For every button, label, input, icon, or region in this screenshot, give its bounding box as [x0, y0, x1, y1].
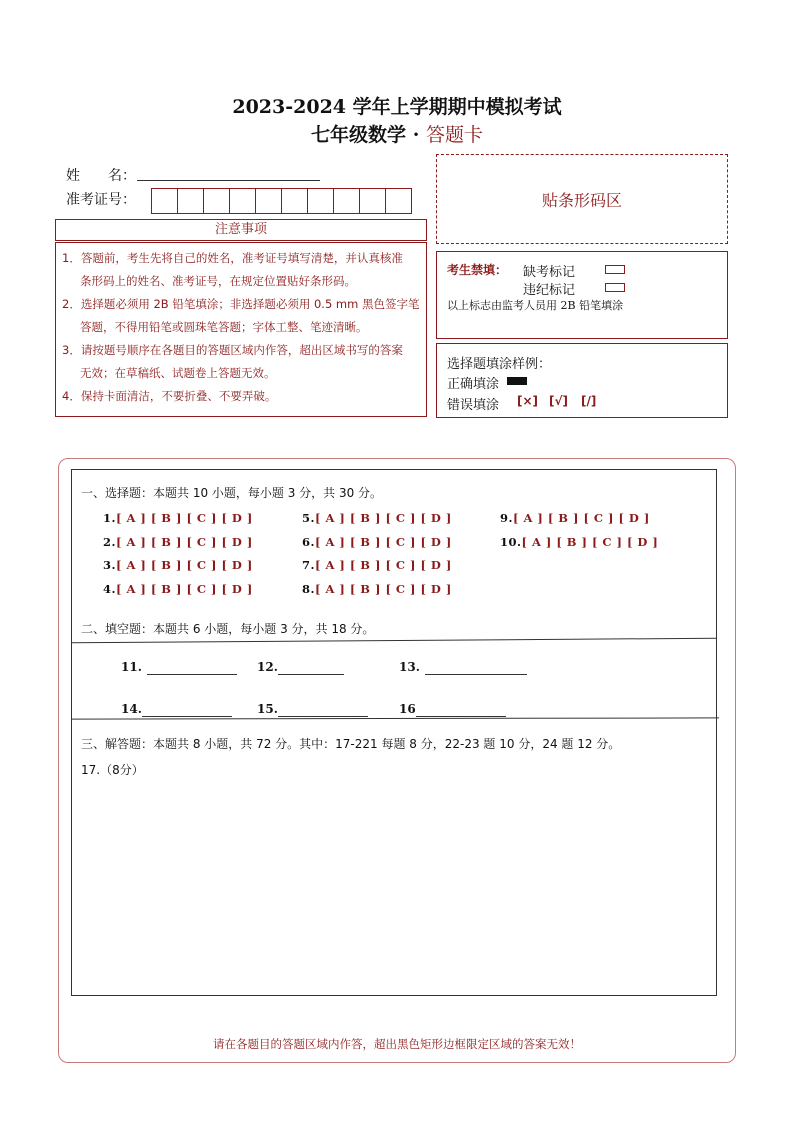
q-num: 3. [103, 558, 117, 572]
mc-question-2[interactable] [103, 535, 253, 549]
q-num: 8. [302, 582, 316, 596]
name-field[interactable] [137, 164, 320, 181]
exam-title: 2023-2024 学年上学期期中模拟考试 [232, 96, 562, 118]
question-17-answer-area[interactable] [76, 785, 712, 990]
mc-options[interactable]: [ A ] [ B ] [ C ] [ D ] [521, 535, 659, 549]
fill-sample-box [436, 343, 728, 418]
correct-fill-mark [507, 377, 527, 385]
mc-options[interactable]: [ A ] [ B ] [ C ] [ D ] [116, 582, 253, 596]
id-cell[interactable] [307, 188, 334, 214]
wrong-mark-check: [√] [549, 394, 568, 408]
violation-checkbox[interactable] [605, 283, 625, 292]
q-num: 7. [302, 558, 316, 572]
id-cell[interactable] [359, 188, 386, 214]
mc-options[interactable]: [ A ] [ B ] [ C ] [ D ] [116, 535, 253, 549]
mc-options[interactable]: [ A ] [ B ] [ C ] [ D ] [315, 535, 452, 549]
blank-12[interactable] [257, 656, 344, 675]
blank-line[interactable] [278, 703, 368, 717]
blank-label: 15. [257, 702, 278, 716]
mc-options[interactable]: [ A ] [ B ] [ C ] [ D ] [116, 558, 253, 572]
id-cell[interactable] [177, 188, 204, 214]
blank-label: 16 [399, 702, 416, 716]
blank-label: 12. [257, 660, 278, 674]
id-cell[interactable] [333, 188, 360, 214]
section3-heading: 三、解答题：本题共 8 小题，共 72 分。其中：17-221 每题 8 分，22-23 题 10 分，24 题 12 分。 [81, 737, 621, 751]
blank-15[interactable] [257, 698, 368, 717]
mc-question-8[interactable] [302, 582, 452, 596]
q-num: 1. [103, 511, 117, 525]
absent-checkbox[interactable] [605, 265, 625, 274]
wrong-fill-label: 错误填涂 [447, 398, 500, 413]
blank-14[interactable] [121, 698, 232, 717]
name-label: 姓 名： [66, 168, 136, 184]
mc-options[interactable]: [ A ] [ B ] [ C ] [ D ] [315, 511, 452, 525]
blank-13[interactable] [399, 656, 527, 675]
q-num: 4. [103, 582, 117, 596]
notice-item-3-cont: 无效；在草稿纸、试题卷上答题无效。 [80, 366, 276, 380]
blank-16[interactable] [399, 698, 506, 717]
notice-item-2-cont: 答题，不得用铅笔或圆珠笔答题；字体工整、笔迹清晰。 [80, 320, 368, 334]
subtitle-separator: · [412, 124, 420, 146]
blank-line[interactable] [147, 661, 237, 675]
mc-question-7[interactable] [302, 558, 452, 572]
blank-line[interactable] [425, 661, 527, 675]
q-num: 9. [500, 511, 514, 525]
mc-question-9[interactable] [500, 511, 650, 525]
exam-id-label: 准考证号： [66, 192, 136, 208]
q-num: 6. [302, 535, 316, 549]
ban-label: 考生禁填： [447, 263, 508, 277]
question-17-label: 17.（8分） [81, 763, 144, 777]
section1-heading: 一、选择题：本题共 10 小题，每小题 3 分，共 30 分。 [81, 486, 383, 500]
notice-box [55, 242, 427, 417]
id-cell[interactable] [281, 188, 308, 214]
absent-label: 缺考标记 [523, 265, 576, 280]
id-cell[interactable] [255, 188, 282, 214]
notice-item-1-cont: 条形码上的姓名、准考证号，在规定位置贴好条形码。 [80, 274, 356, 288]
blank-label: 13. [399, 660, 420, 674]
barcode-area [436, 154, 728, 244]
notice-item-3: 3．请按题号顺序在各题目的答题区域内作答，超出区域书写的答案 [62, 343, 403, 357]
proctor-mark-box [436, 251, 728, 339]
wrong-mark-cross: [×] [517, 394, 539, 408]
q-num: 5. [302, 511, 316, 525]
mc-question-1[interactable] [103, 511, 253, 525]
ban-note: 以上标志由监考人员用 2B 铅笔填涂 [447, 299, 624, 312]
q-num: 2. [103, 535, 117, 549]
barcode-label: 贴条形码区 [541, 190, 622, 210]
wrong-mark-slash: [/] [581, 394, 597, 408]
blank-line[interactable] [278, 661, 344, 675]
footer-warning: 请在各题目的答题区域内作答，超出黑色矩形边框限定区域的答案无效！ [213, 1037, 581, 1051]
blank-line[interactable] [142, 703, 232, 717]
mc-question-4[interactable] [103, 582, 253, 596]
mc-question-3[interactable] [103, 558, 253, 572]
mc-options[interactable]: [ A ] [ B ] [ C ] [ D ] [513, 511, 650, 525]
mc-options[interactable]: [ A ] [ B ] [ C ] [ D ] [116, 511, 253, 525]
id-cell[interactable] [385, 188, 412, 214]
blank-label: 11. [121, 660, 142, 674]
mc-question-5[interactable] [302, 511, 452, 525]
blank-11[interactable] [121, 656, 237, 675]
correct-fill-label: 正确填涂 [447, 377, 500, 392]
exam-id-boxes[interactable] [151, 188, 411, 214]
id-cell[interactable] [151, 188, 178, 214]
id-cell[interactable] [229, 188, 256, 214]
subtitle-answer-card: 答题卡 [425, 124, 483, 146]
exam-subtitle [0, 120, 794, 147]
violation-label: 违纪标记 [523, 283, 576, 298]
section2-heading: 二、填空题：本题共 6 小题，每小题 3 分，共 18 分。 [81, 622, 375, 636]
id-cell[interactable] [203, 188, 230, 214]
q-num: 10. [500, 535, 522, 549]
blank-label: 14. [121, 702, 142, 716]
blank-line[interactable] [416, 703, 506, 717]
sample-label: 选择题填涂样例： [447, 357, 552, 372]
notice-item-4: 4．保持卡面清洁，不要折叠、不要弄破。 [62, 389, 277, 403]
subtitle-subject: 七年级数学 [311, 124, 407, 146]
mc-options[interactable]: [ A ] [ B ] [ C ] [ D ] [315, 582, 452, 596]
notice-item-1: 1．答题前，考生先将自己的姓名，准考证号填写清楚，并认真核准 [62, 251, 403, 265]
notice-item-2: 2．选择题必须用 2B 铅笔填涂；非选择题必须用 0.5 mm 黑色签字笔 [62, 297, 420, 311]
mc-question-6[interactable] [302, 535, 452, 549]
notice-heading: 注意事项 [55, 219, 427, 241]
mc-options[interactable]: [ A ] [ B ] [ C ] [ D ] [315, 558, 452, 572]
mc-question-10[interactable] [500, 535, 658, 549]
